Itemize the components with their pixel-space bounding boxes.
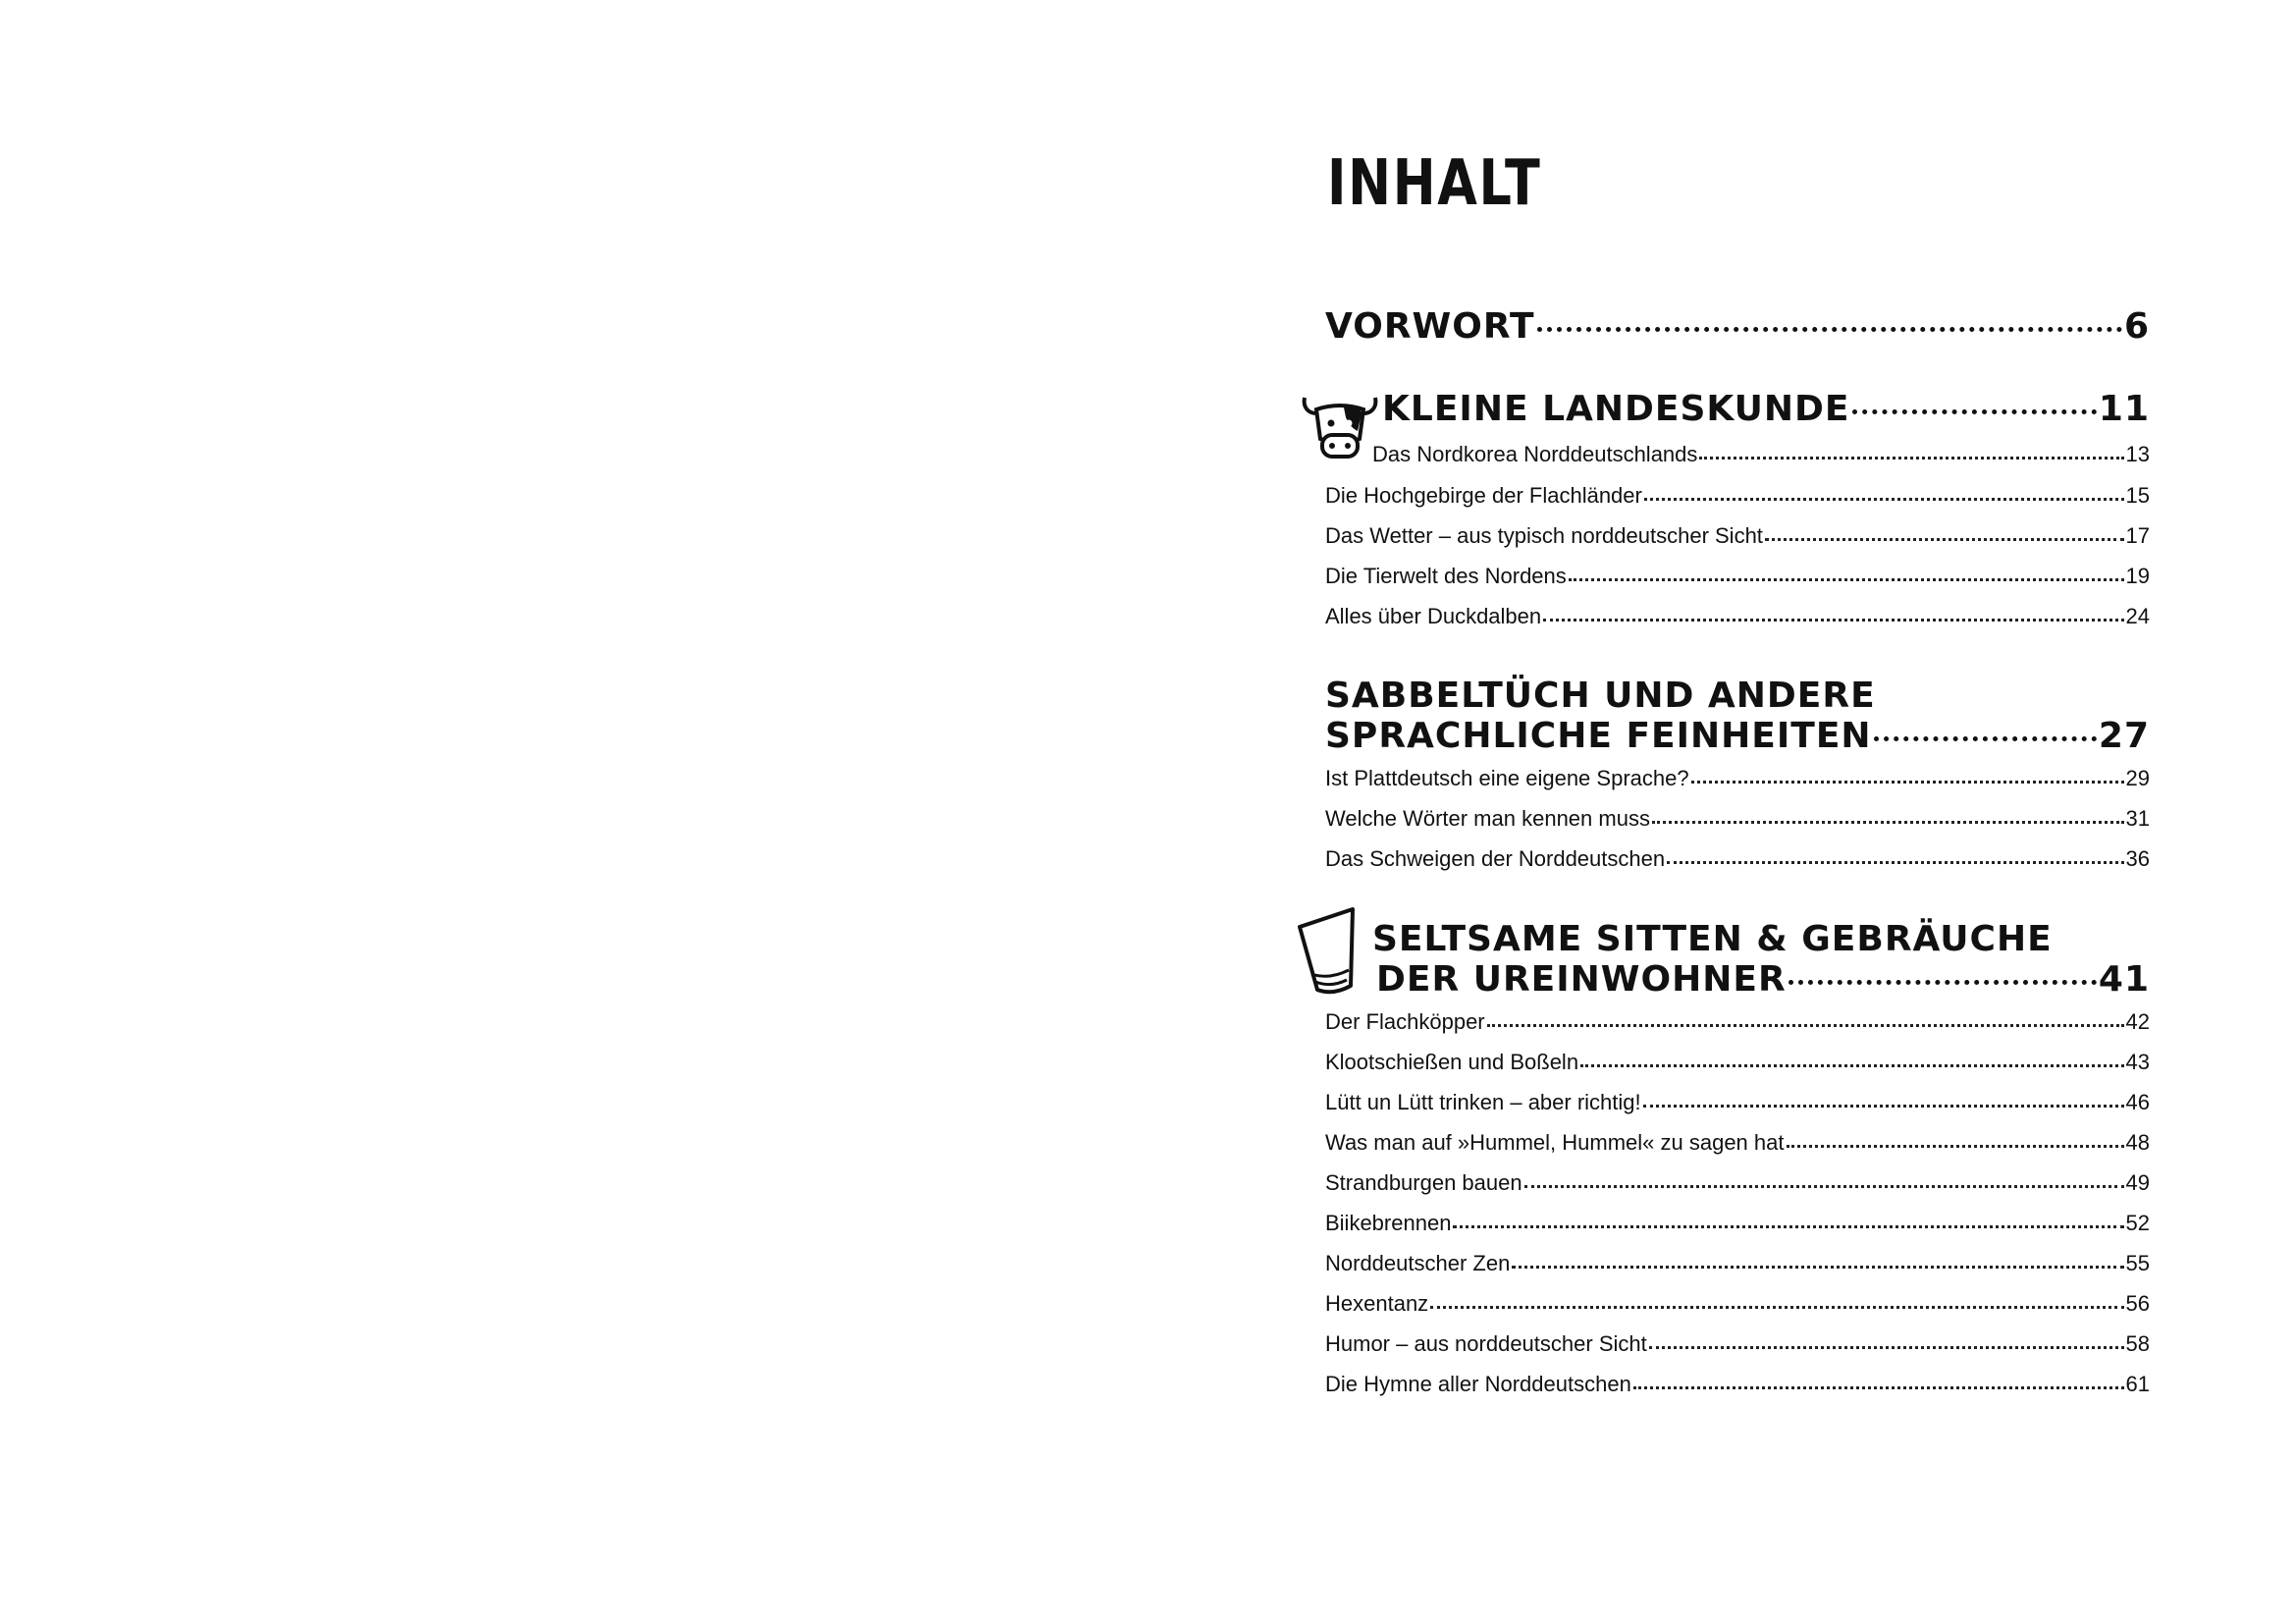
entry-page: 19 [2125,564,2150,588]
entry-label: Norddeutscher Zen [1325,1251,1511,1275]
entry-page: 43 [2125,1050,2150,1074]
chapter-3-title-line-2: DER UREINWOHNER [1376,959,1787,1000]
entry-label: Das Nordkorea Norddeutschlands [1372,442,1698,466]
dot-leader [1643,1105,2124,1108]
entry-page: 31 [2125,806,2150,831]
dot-leader [1787,1145,2124,1148]
toc-chapter-2-row[interactable] [1325,716,2150,756]
entry-label: Welche Wörter man kennen muss [1325,806,1650,831]
entry-label: Die Tierwelt des Nordens [1325,564,1567,588]
entry-page: 48 [2125,1130,2150,1155]
dot-leader [1699,457,2123,460]
chapter-2-title-line-1: SABBELTÜCH UND ANDERE [1325,676,1876,716]
dot-leader [1569,578,2124,581]
dot-leader [1543,619,2123,622]
toc-entry-row[interactable] [1325,806,2150,832]
entry-label: Hexentanz [1325,1291,1429,1316]
dot-leader [1691,781,2124,784]
toc-entry-row[interactable] [1325,1331,2150,1357]
entry-page: 52 [2125,1211,2150,1235]
dot-leader [1874,736,2097,741]
dot-leader [1789,980,2097,985]
toc-entry-row[interactable] [1325,1211,2150,1236]
entry-label: Lütt un Lütt trinken – aber richtig! [1325,1090,1641,1114]
entry-label: Das Schweigen der Norddeutschen [1325,846,1666,871]
toc-entry-row[interactable] [1325,846,2150,872]
entry-label: Biikebrennen [1325,1211,1452,1235]
toc-entry-row[interactable] [1372,442,2150,467]
chapter-2-title-line-2: SPRACHLICHE FEINHEITEN [1325,716,1872,756]
toc-entry-row[interactable] [1325,1251,2150,1276]
toc-entry-row[interactable] [1325,1372,2150,1397]
toc-vorwort-row[interactable] [1325,306,2150,347]
entry-page: 46 [2125,1090,2150,1114]
dot-leader [1537,327,2122,332]
entry-page: 13 [2125,442,2150,466]
dot-leader [1430,1306,2123,1309]
dot-leader [1524,1185,2124,1188]
entry-page: 49 [2125,1170,2150,1195]
chapter-3-page: 41 [2098,959,2150,1000]
entry-page: 55 [2125,1251,2150,1275]
cow-icon [1301,388,1379,464]
entry-label: Der Flachköpper [1325,1009,1485,1034]
toc-entry-row[interactable] [1325,523,2150,549]
right-page-toc [1306,0,2150,1624]
entry-page: 58 [2125,1331,2150,1356]
toc-title: INHALT [1327,147,1542,220]
dot-leader [1633,1386,2124,1389]
toc-entry-row[interactable] [1325,1130,2150,1156]
vorwort-page: 6 [2123,306,2150,347]
toc-entry-row[interactable] [1325,766,2150,791]
dot-leader [1649,1346,2124,1349]
entry-page: 17 [2125,523,2150,548]
vorwort-label: VORWORT [1325,306,1535,347]
toc-entry-row[interactable] [1325,1090,2150,1115]
dot-leader [1667,861,2123,864]
entry-label: Das Wetter – aus typisch norddeutscher Sicht [1325,523,1763,548]
toc-entry-row[interactable] [1325,564,2150,589]
toc-entry-row[interactable] [1325,1170,2150,1196]
toc-entry-row[interactable] [1325,1291,2150,1317]
entry-label: Die Hymne aller Norddeutschen [1325,1372,1631,1396]
dot-leader [1652,821,2124,824]
entry-label: Die Hochgebirge der Flachländer [1325,483,1642,508]
entry-label: Was man auf »Hummel, Hummel« zu sagen hat [1325,1130,1785,1155]
shot-glass-icon [1294,905,1362,1000]
toc-chapter-1-row[interactable] [1382,389,2150,429]
entry-page: 56 [2125,1291,2150,1316]
chapter-2-page: 27 [2098,716,2150,756]
toc-entry-row[interactable] [1325,604,2150,629]
entry-label: Humor – aus norddeutscher Sicht [1325,1331,1647,1356]
dot-leader [1852,409,2097,414]
entry-label: Strandburgen bauen [1325,1170,1522,1195]
chapter-3-title-line-1: SELTSAME SITTEN & GEBRÄUCHE [1372,919,2053,959]
entry-page: 24 [2125,604,2150,628]
dot-leader [1765,538,2124,541]
toc-entry-row[interactable] [1325,483,2150,509]
entry-page: 61 [2125,1372,2150,1396]
entry-page: 42 [2125,1009,2150,1034]
entry-label: Alles über Duckdalben [1325,604,1542,628]
chapter-1-title: KLEINE LANDESKUNDE [1382,389,1850,429]
entry-page: 15 [2125,483,2150,508]
entry-label: Ist Plattdeutsch eine eigene Sprache? [1325,766,1689,790]
toc-entry-row[interactable] [1325,1050,2150,1075]
entry-page: 29 [2125,766,2150,790]
toc-entry-row[interactable] [1325,1009,2150,1035]
entry-page: 36 [2125,846,2150,871]
dot-leader [1644,498,2124,501]
toc-chapter-3-row[interactable] [1376,959,2150,1000]
entry-label: Klootschießen und Boßeln [1325,1050,1579,1074]
dot-leader [1487,1024,2124,1027]
dot-leader [1453,1225,2123,1228]
dot-leader [1512,1266,2123,1269]
dot-leader [1580,1064,2123,1067]
chapter-1-page: 11 [2098,389,2150,429]
